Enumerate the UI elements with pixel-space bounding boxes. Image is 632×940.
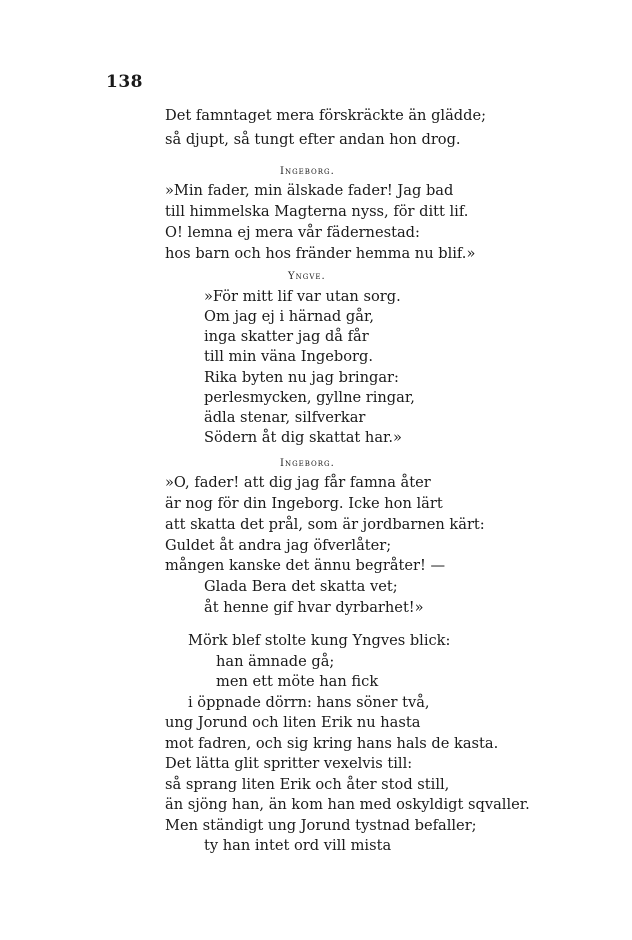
verse-line: så sprang liten Erik och åter stod still, [165,776,450,793]
verse-line: Det famntaget mera förskräckte än glädde; [165,107,487,124]
verse-line: är nog för din Ingeborg. Icke hon lärt [165,495,443,512]
verse-line: åt henne gif hvar dyrbarhet!» [204,599,424,616]
verse-line: Det lätta glit spritter vexelvis till: [165,755,413,772]
verse-line: till min väna Ingeborg. [204,348,373,365]
verse-line: Södern åt dig skattat har.» [204,429,402,446]
speaker-heading: Yngve. [288,271,326,282]
speaker-heading: Ingeborg. [280,166,335,177]
verse-line: mot fadren, och sig kring hans hals de kasta. [165,735,499,752]
verse-line: O! lemna ej mera vår fädernestad: [165,224,420,241]
verse-line: ty han intet ord vill mista [204,837,392,854]
verse-line: hos barn och hos fränder hemma nu blif.» [165,245,476,262]
speaker-heading: Ingeborg. [280,458,335,469]
verse-line: till himmelska Magterna nyss, för ditt lif. [165,203,469,220]
verse-line: Men ständigt ung Jorund tystnad befaller; [165,817,477,834]
verse-line: att skatta det prål, som är jordbarnen kärt: [165,516,485,533]
verse-line: han ämnade gå; [216,653,335,670]
verse-line: Mörk blef stolte kung Yngves blick: [188,632,451,649]
verse-line: så djupt, så tungt efter andan hon drog. [165,131,461,148]
verse-line: i öppnade dörrn: hans söner två, [188,694,430,711]
verse-line: »Min fader, min älskade fader! Jag bad [165,182,454,199]
verse-line: Om jag ej i härnad går, [204,308,374,325]
verse-line: Rika byten nu jag bringar: [204,369,399,386]
verse-line: »O, fader! att dig jag får famna åter [165,474,431,491]
verse-line: Guldet åt andra jag öfverlåter; [165,537,392,554]
verse-line: perlesmycken, gyllne ringar, [204,389,415,406]
verse-line: men ett möte han fick [216,673,379,690]
page-number: 138 [106,72,143,92]
verse-line: »För mitt lif var utan sorg. [204,288,401,305]
verse-line: ung Jorund och liten Erik nu hasta [165,714,421,731]
verse-line: Glada Bera det skatta vet; [204,578,398,595]
verse-line: än sjöng han, än kom han med oskyldigt sqvaller. [165,796,530,813]
verse-line: mången kanske det ännu begråter! — [165,557,446,574]
verse-line: ädla stenar, silfverkar [204,409,366,426]
verse-line: inga skatter jag då får [204,328,369,345]
